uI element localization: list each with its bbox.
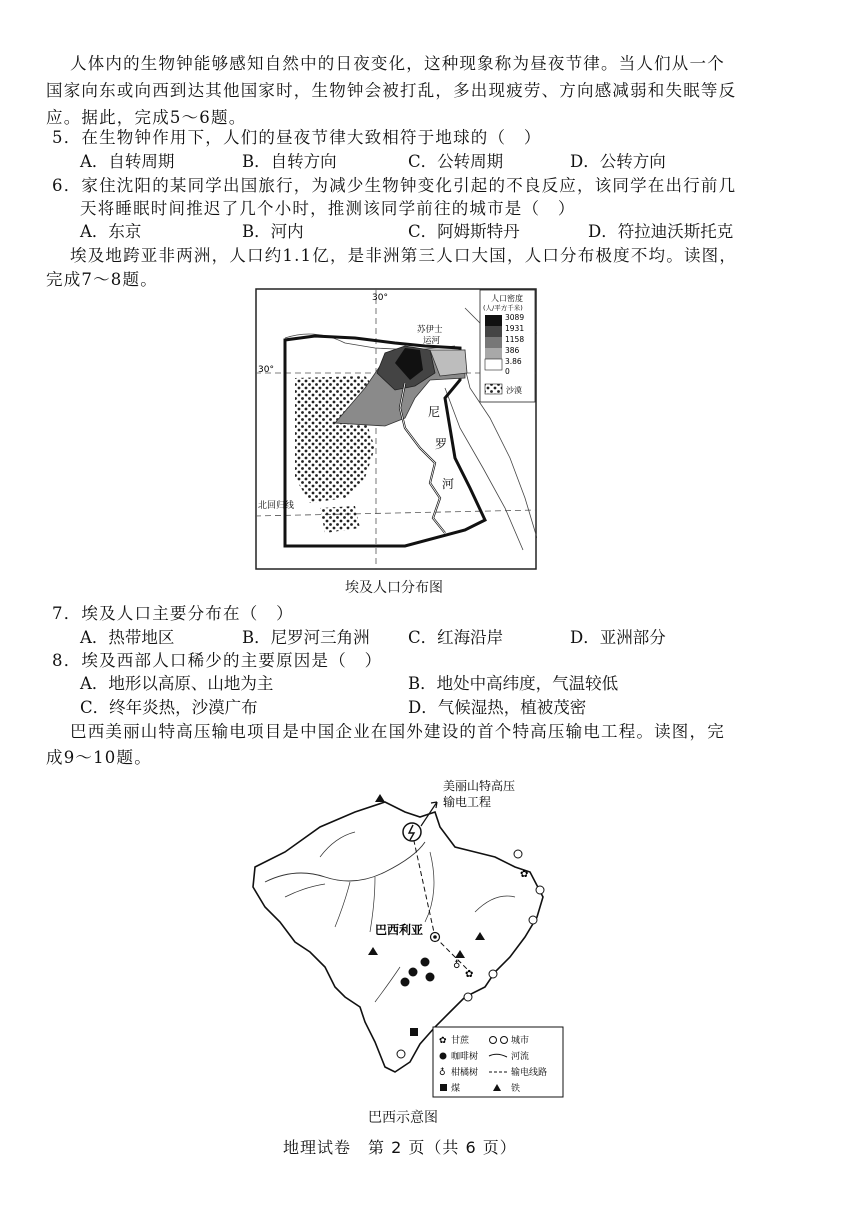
question-8-options-row-2 bbox=[80, 694, 780, 716]
option-a: A．东京 bbox=[80, 222, 142, 241]
question-5-stem: 5．在生物钟作用下，人们的昼夜节律大致相符于地球的（ ） bbox=[52, 128, 542, 147]
city-legend-icon bbox=[501, 1037, 508, 1044]
sugarcane-icon: ✿ bbox=[520, 869, 529, 880]
question-6-options bbox=[80, 218, 780, 240]
option-b: B．河内 bbox=[242, 222, 304, 241]
longitude-label: 30° bbox=[372, 293, 388, 303]
city-icon bbox=[536, 886, 544, 894]
legend-sugarcane: 甘蔗 bbox=[451, 1036, 470, 1046]
latitude-label: 30° bbox=[258, 365, 274, 375]
tropic-label: 北回归线 bbox=[258, 501, 295, 511]
river-label-char-3: 河 bbox=[442, 477, 455, 491]
sugarcane-icon: ✿ bbox=[465, 969, 474, 980]
coffee-icon bbox=[401, 978, 410, 987]
passage-2-line-1: 埃及地跨亚非两洲，人口约1.1亿，是非洲第三人口大国，人口分布极度不均。读图， bbox=[70, 246, 738, 265]
legend-swatch-4 bbox=[485, 348, 502, 359]
page-footer: 地理试卷 第 2 页（共 6 页） bbox=[283, 1138, 517, 1157]
legend-desert-swatch bbox=[485, 384, 502, 394]
project-label-2: 输电工程 bbox=[443, 795, 492, 809]
option-d: D．气候湿热，植被茂密 bbox=[408, 698, 587, 717]
capital-dot-icon bbox=[433, 935, 437, 939]
legend-desert-label: 沙漠 bbox=[506, 386, 522, 395]
question-8-stem: 8．埃及西部人口稀少的主要原因是（ ） bbox=[52, 651, 383, 670]
option-c: C．阿姆斯特丹 bbox=[408, 222, 520, 241]
question-6-stem-line-2: 天将睡眠时间推迟了几个小时，推测该同学前往的城市是（ ） bbox=[80, 199, 576, 218]
legend-value-5: 3.86 bbox=[505, 357, 522, 366]
passage-1-line-1: 人体内的生物钟能够感知自然中的日夜变化，这种现象称为昼夜节律。当人们从一个 bbox=[70, 54, 725, 73]
legend-iron: 铁 bbox=[511, 1084, 521, 1094]
suez-canal-label-2: 运河 bbox=[423, 336, 441, 346]
brazil-map-caption: 巴西示意图 bbox=[368, 1110, 438, 1126]
sugarcane-legend-icon: ✿ bbox=[439, 1036, 447, 1046]
legend-swatch-5 bbox=[485, 359, 502, 370]
option-d: D．公转方向 bbox=[570, 152, 666, 171]
option-a: A．自转周期 bbox=[80, 152, 175, 171]
city-icon bbox=[529, 916, 537, 924]
option-c: C．公转周期 bbox=[408, 152, 504, 171]
option-b: B．自转方向 bbox=[242, 152, 337, 171]
option-d: D．符拉迪沃斯托克 bbox=[588, 222, 734, 241]
project-label-1: 美丽山特高压 bbox=[443, 779, 516, 793]
option-d: D．亚洲部分 bbox=[570, 628, 666, 647]
legend-swatch-1 bbox=[485, 315, 502, 326]
question-7-stem: 7．埃及人口主要分布在（ ） bbox=[52, 604, 294, 623]
legend-transmission: 输电线路 bbox=[511, 1068, 548, 1078]
suez-canal-label-1: 苏伊士 bbox=[417, 325, 443, 335]
option-a: A．地形以高原、山地为主 bbox=[80, 674, 274, 693]
option-b: B．地处中高纬度，气温较低 bbox=[408, 674, 619, 693]
egypt-population-map bbox=[255, 288, 537, 570]
legend-river: 河流 bbox=[511, 1052, 530, 1062]
legend-swatch-3 bbox=[485, 337, 502, 348]
iron-icon bbox=[375, 794, 385, 802]
passage-3-line-2: 成9～10题。 bbox=[46, 748, 152, 767]
legend-city: 城市 bbox=[511, 1036, 530, 1046]
legend-swatch-2 bbox=[485, 326, 502, 337]
legend-title: 人口密度 bbox=[491, 294, 523, 303]
legend-value-2: 1931 bbox=[505, 324, 525, 333]
coffee-icon bbox=[409, 968, 418, 977]
coal-icon bbox=[410, 1028, 418, 1036]
egypt-map-graphic bbox=[255, 288, 537, 570]
legend-coal: 煤 bbox=[451, 1084, 461, 1094]
legend-citrus: 柑橘树 bbox=[451, 1068, 479, 1078]
city-icon bbox=[489, 970, 497, 978]
option-a: A．热带地区 bbox=[80, 628, 175, 647]
coffee-legend-icon bbox=[440, 1053, 447, 1060]
passage-1-line-3: 应。据此，完成5～6题。 bbox=[46, 108, 247, 127]
river-label-char-1: 尼 bbox=[428, 405, 441, 419]
option-c: C．终年炎热，沙漠广布 bbox=[80, 698, 258, 717]
city-icon bbox=[397, 1050, 405, 1058]
city-icon bbox=[464, 993, 472, 1001]
city-icon bbox=[514, 850, 522, 858]
question-5-options bbox=[80, 148, 780, 170]
brazil-map bbox=[225, 772, 565, 1102]
city-legend-icon bbox=[490, 1037, 497, 1044]
passage-2-line-2: 完成7～8题。 bbox=[46, 270, 158, 289]
coffee-icon bbox=[421, 958, 430, 967]
river-label-char-2: 罗 bbox=[435, 437, 448, 451]
passage-1-line-2: 国家向东或向西到达其他国家时，生物钟会被打乱，多出现疲劳、方向感减弱和失眠等反 bbox=[46, 81, 737, 100]
passage-3-line-1: 巴西美丽山特高压输电项目是中国企业在国外建设的首个特高压输电工程。读图，完 bbox=[70, 722, 725, 741]
legend-value-1: 3089 bbox=[505, 313, 525, 322]
capital-label: 巴西利亚 bbox=[375, 923, 424, 937]
brazil-map-graphic bbox=[225, 772, 565, 1102]
option-c: C．红海沿岸 bbox=[408, 628, 504, 647]
question-8-options-row-1 bbox=[80, 670, 780, 692]
legend-unit: (人/平方千米) bbox=[483, 304, 523, 312]
legend-value-4: 386 bbox=[505, 346, 520, 355]
question-7-options bbox=[80, 624, 780, 646]
coal-legend-icon bbox=[440, 1084, 447, 1091]
question-6-stem-line-1: 6．家住沈阳的某同学出国旅行，为减少生物钟变化引起的不良反应，该同学在出行前几 bbox=[52, 176, 737, 195]
legend-value-6: 0 bbox=[505, 367, 510, 376]
legend-coffee: 咖啡树 bbox=[451, 1052, 479, 1062]
coffee-icon bbox=[426, 973, 435, 982]
legend-value-3: 1158 bbox=[505, 335, 525, 344]
citrus-legend-icon: ♁ bbox=[439, 1068, 446, 1078]
citrus-icon: ♁ bbox=[453, 960, 461, 971]
option-b: B．尼罗河三角洲 bbox=[242, 628, 370, 647]
egypt-map-caption: 埃及人口分布图 bbox=[345, 580, 443, 596]
